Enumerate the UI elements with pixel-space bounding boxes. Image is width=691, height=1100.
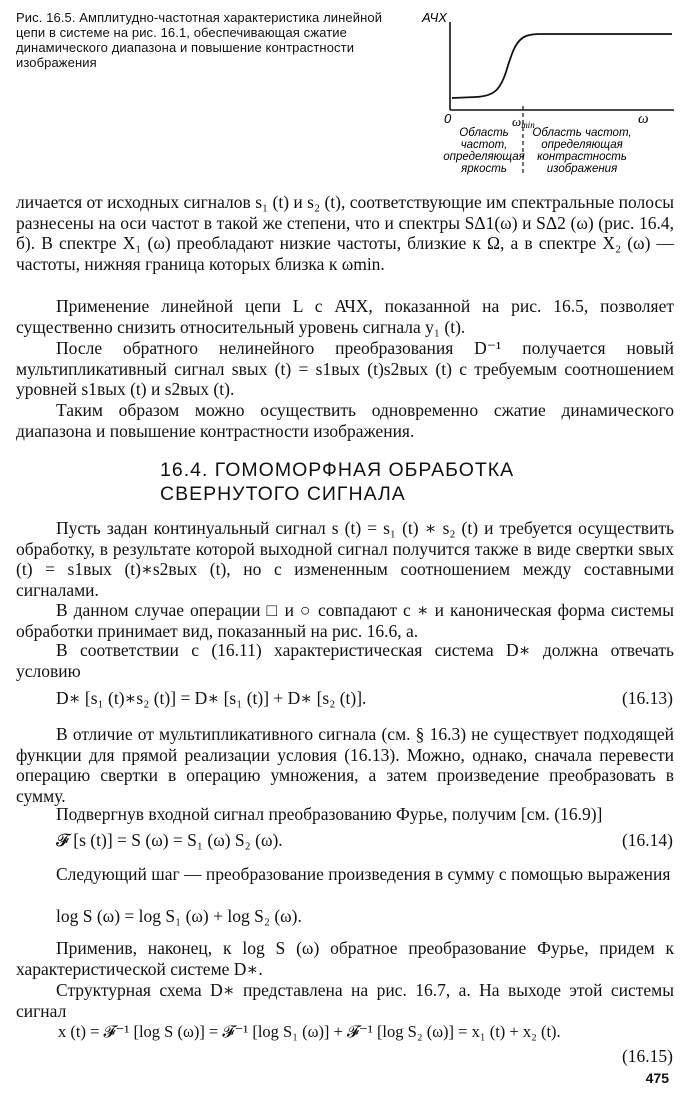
equation-number-16-14: (16.14) <box>621 830 673 850</box>
paragraph-7: В соответствии с (16.11) характеристическая система D∗ должна отвечать условию <box>16 640 674 681</box>
wmin-label: ωmin <box>512 114 535 130</box>
left-region-line1: Область <box>459 127 509 139</box>
paragraph-4: Таким образом можно осуществить одновременно сжатие динамического диапазона и повышение контрастности изображения. <box>16 400 674 441</box>
paragraph-2: Применение линейной цепи L с АЧХ, показанной на рис. 16.5, позволяет существенно снизить относительный уровень сигнала y₁ (t). <box>16 296 674 337</box>
section-heading: 16.4. ГОМОМОРФНАЯ ОБРАБОТКА СВЕРНУТОГО СИГНАЛА <box>160 459 515 505</box>
x-axis-label: ω <box>638 111 649 127</box>
equation-16-13: D∗ [s₁ (t)∗s₂ (t)] = D∗ [s₁ (t)] + D∗ [s₂ (t)]. <box>56 688 367 708</box>
page-number: 475 <box>645 1070 669 1086</box>
left-region-line2: частот, <box>460 139 508 151</box>
right-region-line2: определяющая <box>541 139 623 151</box>
paragraph-9: Подвергнув входной сигнал преобразованию Фурье, получим [см. (16.9)] <box>56 804 603 824</box>
left-region-line4: яркость <box>461 163 507 175</box>
paragraph-1: личается от исходных сигналов s₁ (t) и s₂ (t), соответствующие им спектральные полосы разнесены на оси частот в такой же степени, что и спектры SΔ1(ω) и SΔ2 (ω) (рис. 16.4, б). В спектре X₁ (ω) преобладают низкие частоты, близкие к Ω, а в спектре X₂ (ω) — частоты, нижняя граница которых близка к ωmin. <box>16 192 674 274</box>
paragraph-11: Применив, наконец, к log S (ω) обратное преобразование Фурье, придем к характеристической системе D∗. <box>16 938 674 979</box>
figure-caption: Рис. 16.5. Амплитудно-частотная характеристика линейной цепи в системе на рис. 16.1, обеспечивающая сжатие динамического диапазона и повышение контрастности изображения <box>16 10 383 70</box>
equation-16-15: x (t) = 𝓕⁻¹ [log S (ω)] = 𝓕⁻¹ [log S₁ (ω)] + 𝓕⁻¹ [log S₂ (ω)] = x₁ (t) + x₂ (t). <box>58 1022 561 1041</box>
afc-curve <box>452 34 672 98</box>
equation-log: log S (ω) = log S₁ (ω) + log S₂ (ω). <box>56 906 302 926</box>
paragraph-5: Пусть задан континуальный сигнал s (t) = s₁ (t) ∗ s₂ (t) и требуется осуществить обработку, в результате которой выходной сигнал получится также в виде свертки sвых (t) = s1вых (t)∗s2вых (t), но с измененным соотношением между составными сигналами. <box>16 518 674 600</box>
equation-number-16-13: (16.13) <box>621 688 673 708</box>
paragraph-10: Следующий шаг — преобразование произведения в сумму с помощью выражения <box>56 864 671 884</box>
right-region-line1: Область частот, <box>532 127 632 139</box>
left-region-line3: определяющая <box>443 151 525 163</box>
right-region-line3: контрастность <box>537 151 627 163</box>
right-region-line4: изображения <box>546 163 618 175</box>
afc-figure <box>412 6 682 178</box>
y-axis-label: АЧХ <box>422 10 447 25</box>
paragraph-3: После обратного нелинейного преобразования D⁻¹ получается новый мультипликативный сигнал sвых (t) = s1вых (t)s2вых (t) с требуемым соотношением уровней s1вых (t) и s2вых (t). <box>16 338 674 400</box>
origin-label: 0 <box>444 111 452 126</box>
paragraph-8: В отличие от мультипликативного сигнала (см. § 16.3) не существует подходящей функции для прямой реализации условия (16.13). Можно, однако, сначала перевести операцию свертки в операцию умножения, а затем произведение преобразовать в сумму. <box>16 724 674 806</box>
equation-16-14: 𝓕 [s (t)] = S (ω) = S₁ (ω) S₂ (ω). <box>56 830 283 850</box>
equation-number-16-15: (16.15) <box>621 1046 673 1066</box>
paragraph-6: В данном случае операции □ и ○ совпадают с ∗ и каноническая форма системы обработки принимает вид, показанный на рис. 16.6, а. <box>16 600 674 641</box>
paragraph-12: Структурная схема D∗ представлена на рис. 16.7, а. На выходе этой системы сигнал <box>16 980 674 1021</box>
